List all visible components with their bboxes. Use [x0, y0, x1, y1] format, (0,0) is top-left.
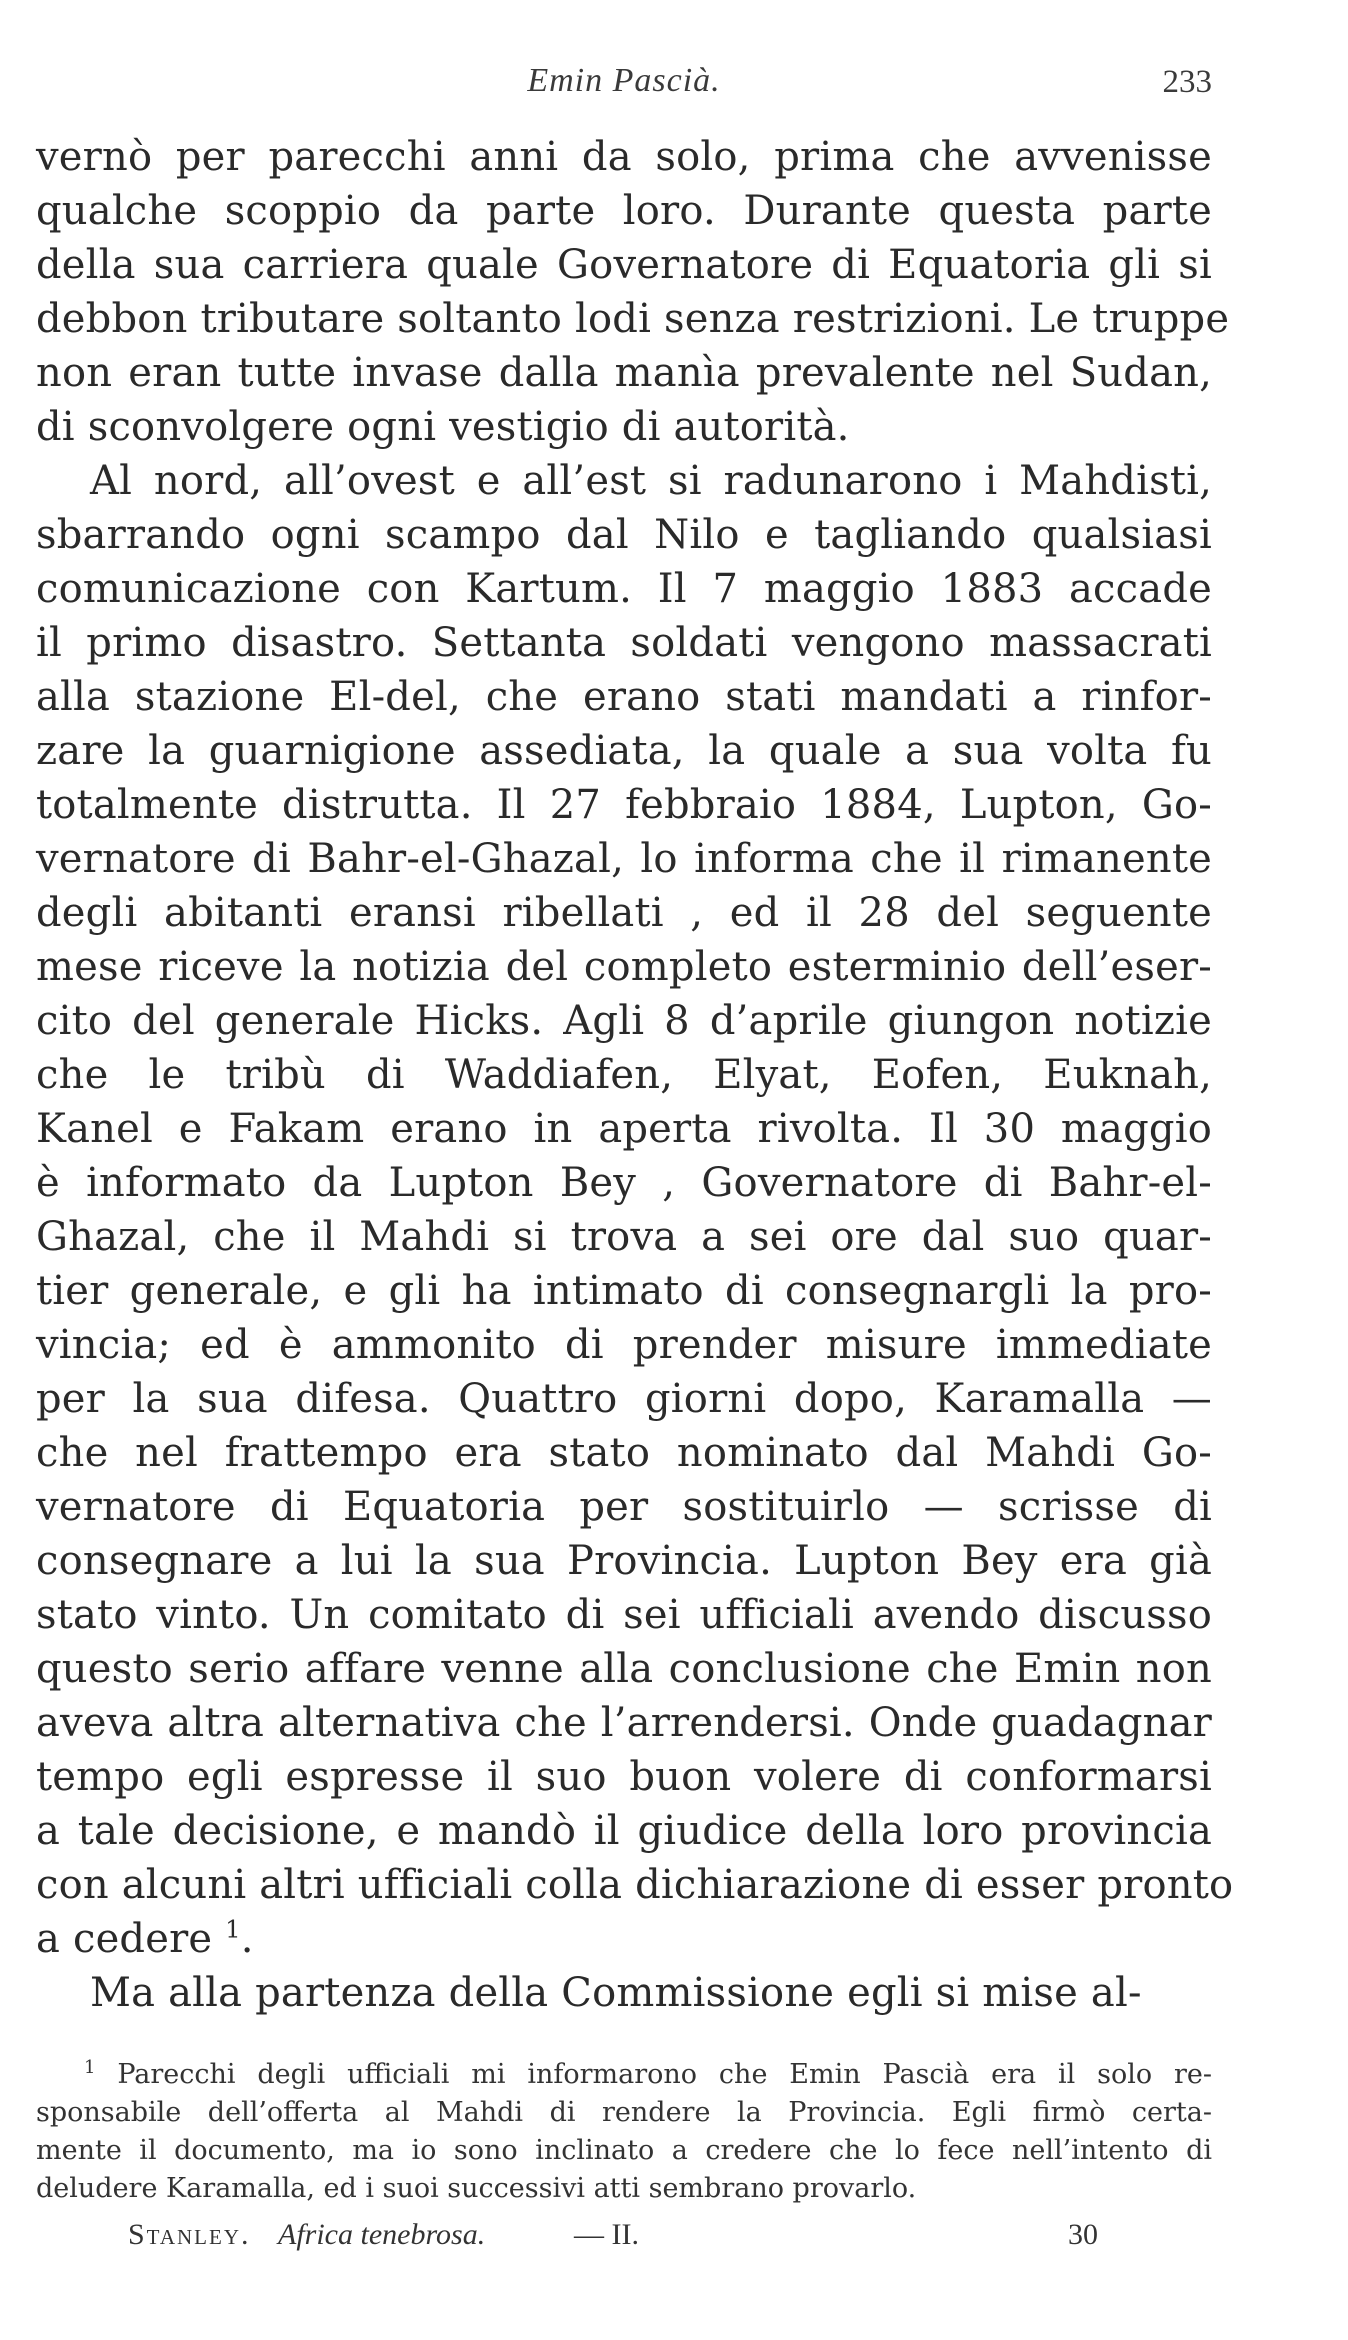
footnote-reference[interactable]: 1	[225, 1915, 241, 1944]
text-line: mese riceve la notizia del completo esterminio dell’eser-	[36, 944, 1212, 990]
running-title: Emin Pascià.	[527, 62, 721, 99]
text-line: Kanel e Fakam erano in aperta rivolta. Il 30 maggio	[36, 1106, 1212, 1152]
body-text	[36, 130, 1234, 2020]
footnote-text: Parecchi degli ufficiali mi informarono che Emin Pascià era il solo re-	[95, 2059, 1212, 2090]
text-line: aveva altra alternativa che l’arrendersi. Onde guadagnar	[36, 1700, 1212, 1746]
signature-sheet-number: 30	[1068, 2218, 1098, 2251]
text-line: il primo disastro. Settanta soldati vengono massacrati	[36, 620, 1212, 666]
signature-title: Africa tenebrosa.	[278, 2218, 486, 2251]
signature-volume: — II.	[574, 2218, 639, 2251]
text-line: zare la guarnigione assediata, la quale a sua volta fu	[36, 728, 1212, 774]
text-line: Al nord, all’ovest e all’est si radunarono i Mahdisti,	[90, 458, 1212, 504]
text-line: per la sua difesa. Quattro giorni dopo, Karamalla —	[36, 1376, 1212, 1422]
text-line: che le tribù di Waddiafen, Elyat, Eofen, Euknah,	[36, 1052, 1212, 1098]
text-line: stato vinto. Un comitato di sei ufficiali avendo discusso	[36, 1592, 1212, 1638]
text-line: della sua carriera quale Governatore di Equatoria gli si	[36, 242, 1212, 288]
text-line: sbarrando ogni scampo dal Nilo e tagliando qualsiasi	[36, 512, 1212, 558]
text-line: questo serio affare venne alla conclusione che Emin non	[36, 1646, 1212, 1692]
text-line: tempo egli espresse il suo buon volere di conformarsi	[36, 1754, 1212, 1800]
text-line: tier generale, e gli ha intimato di consegnargli la pro-	[36, 1268, 1212, 1314]
footnote-marker: 1	[84, 2057, 96, 2078]
text-line: non eran tutte invase dalla manìa prevalente nel Sudan,	[36, 350, 1212, 396]
text-line: di sconvolgere ogni vestigio di autorità.	[36, 404, 850, 450]
footnote-line	[36, 2056, 1212, 2094]
footnote-line: sponsabile dell’offerta al Mahdi di rendere la Provincia. Egli firmò certa-	[36, 2097, 1212, 2128]
text-line: vernò per parecchi anni da solo, prima che avvenisse	[36, 134, 1212, 180]
signature-author: Stanley.	[128, 2218, 251, 2251]
text-line: è informato da Lupton Bey , Governatore di Bahr-el-	[36, 1160, 1212, 1206]
text-line: degli abitanti eransi ribellati , ed il 28 del seguente	[36, 890, 1212, 936]
text-line: qualche scoppio da parte loro. Durante questa parte	[36, 188, 1212, 234]
text-line: consegnare a lui la sua Provincia. Lupton Bey era già	[36, 1538, 1212, 1584]
printer-signature	[128, 2218, 1098, 2262]
text-line	[36, 1912, 1212, 1966]
footnote-reference-suffix: .	[240, 1916, 254, 1962]
footnote-line: mente il documento, ma io sono inclinato a credere che lo fece nell’intento di	[36, 2135, 1212, 2166]
text-line: con alcuni altri ufficiali colla dichiarazione di esser pronto	[36, 1862, 1234, 1908]
text-line: cito del generale Hicks. Agli 8 d’aprile giungon notizie	[36, 998, 1212, 1044]
text-line: che nel frattempo era stato nominato dal Mahdi Go-	[36, 1430, 1212, 1476]
running-header	[36, 62, 1212, 112]
text-line: vincia; ed è ammonito di prender misure immediate	[36, 1322, 1212, 1368]
footnotes	[36, 2056, 1212, 2208]
text-line: Ma alla partenza della Commissione egli si mise al-	[90, 1970, 1142, 2016]
text-line: totalmente distrutta. Il 27 febbraio 1884, Lupton, Go-	[36, 782, 1212, 828]
text-line: alla stazione El-del, che erano stati mandati a rinfor-	[36, 674, 1212, 720]
page-number: 233	[1162, 64, 1212, 100]
text-line: vernatore di Bahr-el-Ghazal, lo informa che il rimanente	[36, 836, 1212, 882]
text-line: vernatore di Equatoria per sostituirlo — scrisse di	[36, 1484, 1212, 1530]
text-line: debbon tributare soltanto lodi senza restrizioni. Le truppe	[36, 296, 1230, 342]
text-line: Ghazal, che il Mahdi si trova a sei ore dal suo quar-	[36, 1214, 1212, 1260]
footnote-line: deludere Karamalla, ed i suoi successivi atti sembrano provarlo.	[36, 2173, 917, 2204]
text-line-content: a cedere	[36, 1916, 226, 1962]
text-line: a tale decisione, e mandò il giudice della loro provincia	[36, 1808, 1212, 1854]
text-line: comunicazione con Kartum. Il 7 maggio 1883 accade	[36, 566, 1212, 612]
